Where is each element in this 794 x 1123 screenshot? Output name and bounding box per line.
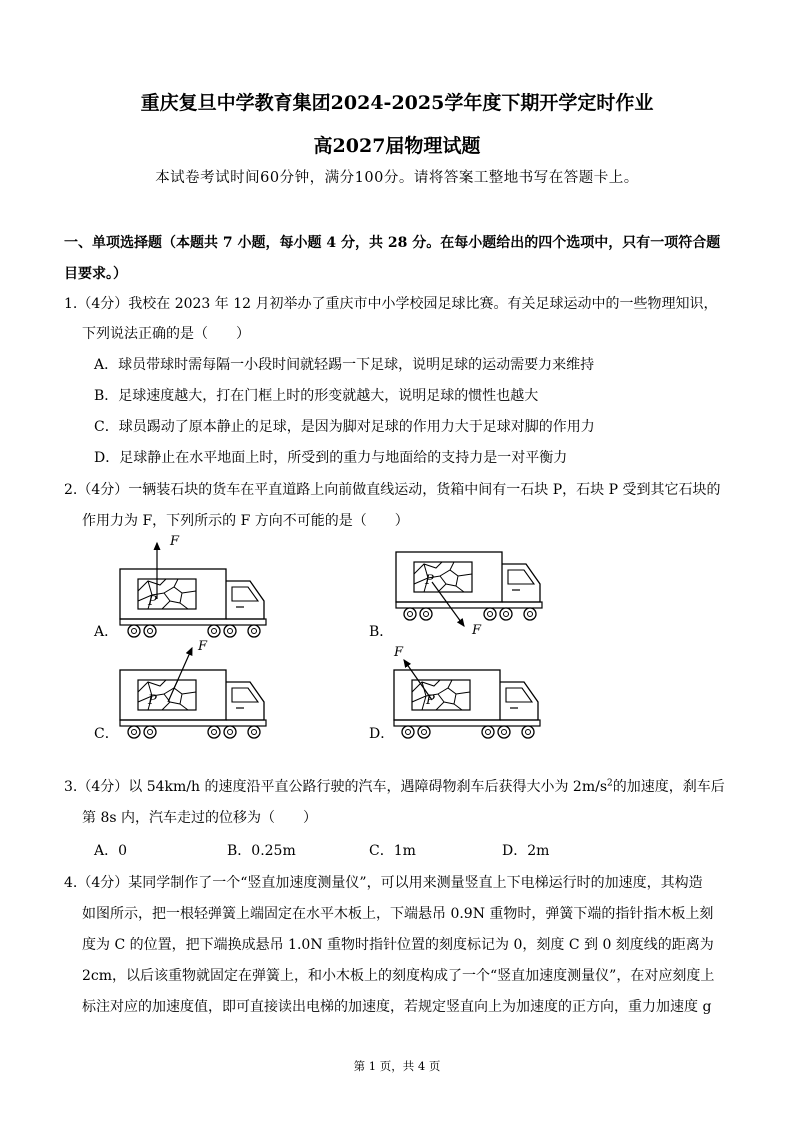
- exam-notice: 本试卷考试时间60分钟，满分100分。请将答案工整地书写在答题卡上。: [155, 170, 639, 186]
- q1-stem-cont: 下列说法正确的是（ ）: [82, 326, 250, 342]
- force-label: F: [170, 534, 180, 549]
- rock-p-label: P: [148, 594, 157, 609]
- q2-stem: 2.（4分）一辆装石块的货车在平直道路上向前做直线运动，货箱中间有一石块 P，石块 P 受到其它石块的: [64, 482, 721, 498]
- q4-stem-line2: 如图所示，把一根轻弹簧上端固定在水平木板上，下端悬吊 0.9N 重物时，弹簧下端的指针指木板上刻: [82, 906, 714, 922]
- q1-option-b: B．足球速度越大，打在门框上时的形变就越大，说明足球的惯性也越大: [94, 388, 539, 404]
- superscript-exponent: 2: [607, 778, 613, 789]
- q2-figure-c-truck: [116, 636, 276, 741]
- q2-figure-d-truck: [390, 636, 550, 741]
- q1-option-a: A．球员带球时需每隔一小段时间就轻踢一下足球，说明足球的运动需要力来维持: [94, 357, 595, 373]
- q4-stem-line3: 度为 C 的位置，把下端换成悬吊 1.0N 重物时指针位置的刻度标记为 0，刻度 C 到 0 刻度线的距离为: [82, 937, 714, 953]
- q3-stem-cont: 第 8s 内，汽车走过的位移为（ ）: [82, 810, 317, 826]
- q2-figure-a-label: A．: [94, 624, 119, 640]
- section-heading-cont: 目要求。）: [64, 266, 127, 282]
- q3-option-d: D．2m: [502, 843, 550, 859]
- exam-title: 重庆复旦中学教育集团2024-2025学年度下期开学定时作业: [140, 92, 654, 114]
- force-label: F: [198, 639, 208, 654]
- page-footer: 第 1 页，共 4 页: [353, 1059, 441, 1073]
- rock-p-label: P: [426, 693, 435, 708]
- rock-p-label: P: [425, 573, 434, 588]
- q2-figure-c-label: C．: [94, 726, 119, 742]
- section-heading: 一、单项选择题（本题共 7 小题，每小题 4 分，共 28 分。在每小题给出的四个选项中，只有一项符合题: [64, 235, 721, 251]
- rock-p-label: P: [148, 693, 157, 708]
- q1-stem: 1.（4分）我校在 2023 年 12 月初举办了重庆市中小学校园足球比赛。有关足球运动中的一些物理知识，: [64, 296, 718, 312]
- q2-stem-cont: 作用力为 F，下列所示的 F 方向不可能的是（ ）: [82, 513, 409, 529]
- q3-option-c: C．1m: [369, 843, 416, 859]
- q4-stem-line5: 标注对应的加速度值，即可直接读出电梯的加速度，若规定竖直向上为加速度的正方向，重力加速度 g: [82, 999, 712, 1015]
- q2-figure-b-label: B．: [369, 624, 394, 640]
- q3-option-a: A．0: [94, 843, 128, 859]
- q1-option-c: C．球员踢动了原本静止的足球，是因为脚对足球的作用力大于足球对脚的作用力: [94, 419, 595, 435]
- q4-stem: 4.（4分）某同学制作了一个“竖直加速度测量仪”，可以用来测量竖直上下电梯运行时的加速度，其构造: [64, 875, 703, 891]
- q4-stem-line4: 2cm，以后该重物就固定在弹簧上，和小木板上的刻度构成了一个“竖直加速度测量仪”，在对应刻度上: [82, 968, 715, 984]
- force-label: F: [472, 623, 482, 638]
- q3-stem: 3.（4分）以 54km/h 的速度沿平直公路行驶的汽车，遇障碍物刹车后获得大小为 $2m/s^2$的加速度，刹车后: [64, 778, 725, 795]
- q3-option-b: B．0.25m: [227, 843, 296, 859]
- exam-subtitle: 高2027届物理试题: [313, 135, 481, 157]
- q2-figure-b-truck: [392, 548, 552, 643]
- q2-figure-a-truck: [116, 533, 276, 643]
- q2-figure-d-label: D．: [369, 726, 395, 742]
- q1-option-d: D．足球静止在水平地面上时，所受到的重力与地面给的支持力是一对平衡力: [94, 450, 568, 466]
- force-label: F: [394, 645, 404, 660]
